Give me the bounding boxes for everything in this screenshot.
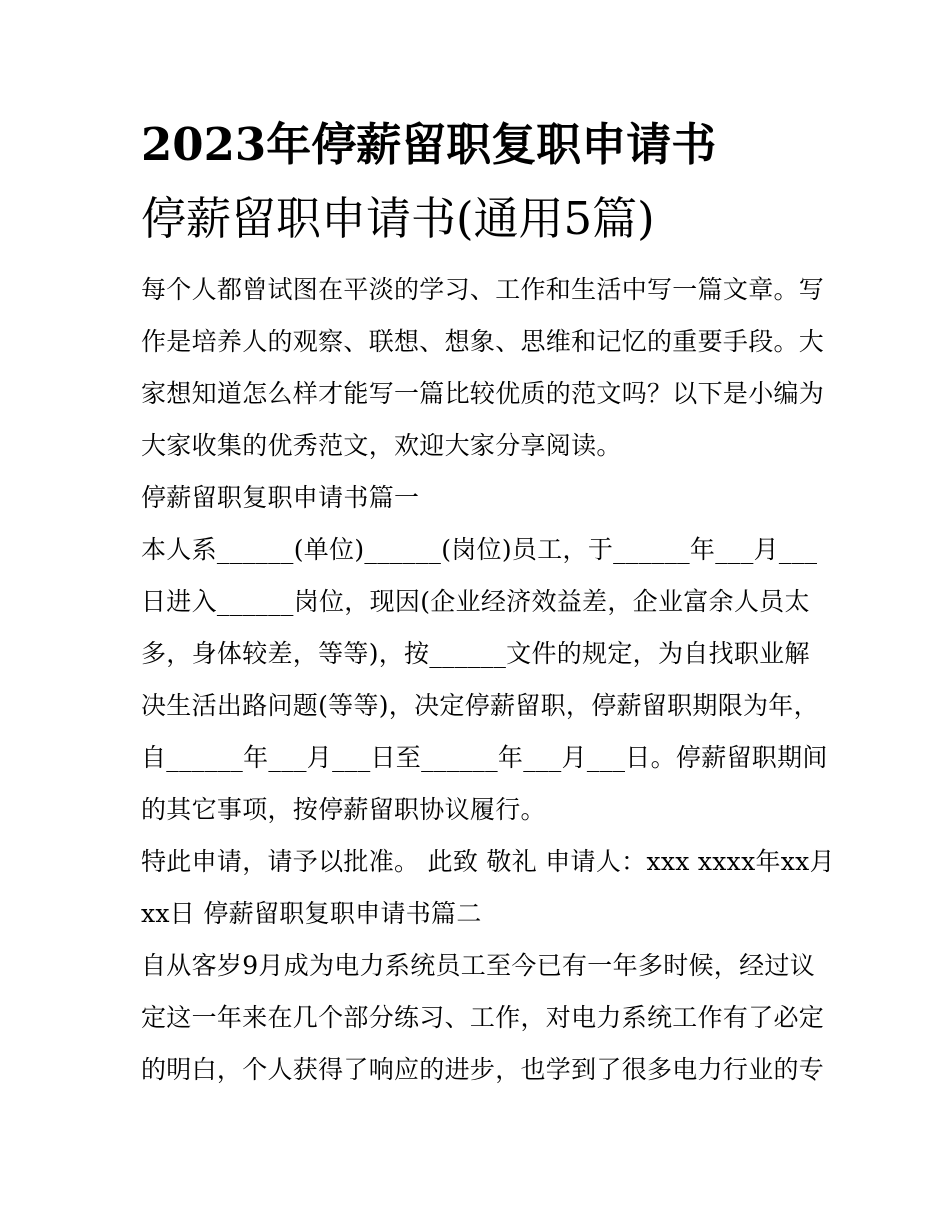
body-line: 日进入______岗位，现因(企业经济效益差，企业富余人员太	[141, 587, 810, 616]
closing-line: 特此申请，请予以批准。 此致 敬礼 申请人：xxx xxxx年xx月	[141, 847, 835, 876]
body-line: 多，身体较差，等等)，按______文件的规定，为自找职业解	[141, 639, 810, 668]
document-title-line-1: 2023年停薪留职复职申请书	[141, 118, 717, 171]
intro-line: 大家收集的优秀范文，欢迎大家分享阅读。	[141, 431, 622, 460]
section-2-line: 的明白，个人获得了响应的进步，也学到了很多电力行业的专	[141, 1055, 825, 1084]
intro-paragraph	[141, 264, 825, 472]
section-2-line: 自从客岁9月成为电力系统员工至今已有一年多时候，经过议	[141, 951, 816, 980]
body-line: 决生活出路问题(等等)，决定停薪留职，停薪留职期限为年，	[141, 691, 819, 720]
document-page	[141, 108, 835, 1096]
body-line: 自______年___月___日至______年___月___日。停薪留职期间	[141, 743, 828, 772]
body-line: 本人系______(单位)______(岗位)员工，于______年___月___	[141, 535, 818, 564]
intro-line: 每个人都曾试图在平淡的学习、工作和生活中写一篇文章。写	[141, 275, 825, 304]
intro-line: 家想知道怎么样才能写一篇比较优质的范文吗？以下是小编为	[141, 379, 825, 408]
document-title-line-2: 停薪留职申请书(通用5篇)	[141, 192, 655, 245]
section-2-paragraph	[141, 940, 825, 1096]
closing-line: xx日 停薪留职复职申请书篇二	[141, 899, 482, 928]
application-body-paragraph	[141, 524, 828, 836]
section-1-heading: 停薪留职复职申请书篇一	[141, 483, 420, 512]
intro-line: 作是培养人的观察、联想、想象、思维和记忆的重要手段。大	[141, 327, 825, 356]
body-line: 的其它事项，按停薪留职协议履行。	[141, 795, 546, 824]
section-2-line: 定这一年来在几个部分练习、工作，对电力系统工作有了必定	[141, 1003, 825, 1032]
closing-paragraph	[141, 836, 835, 940]
